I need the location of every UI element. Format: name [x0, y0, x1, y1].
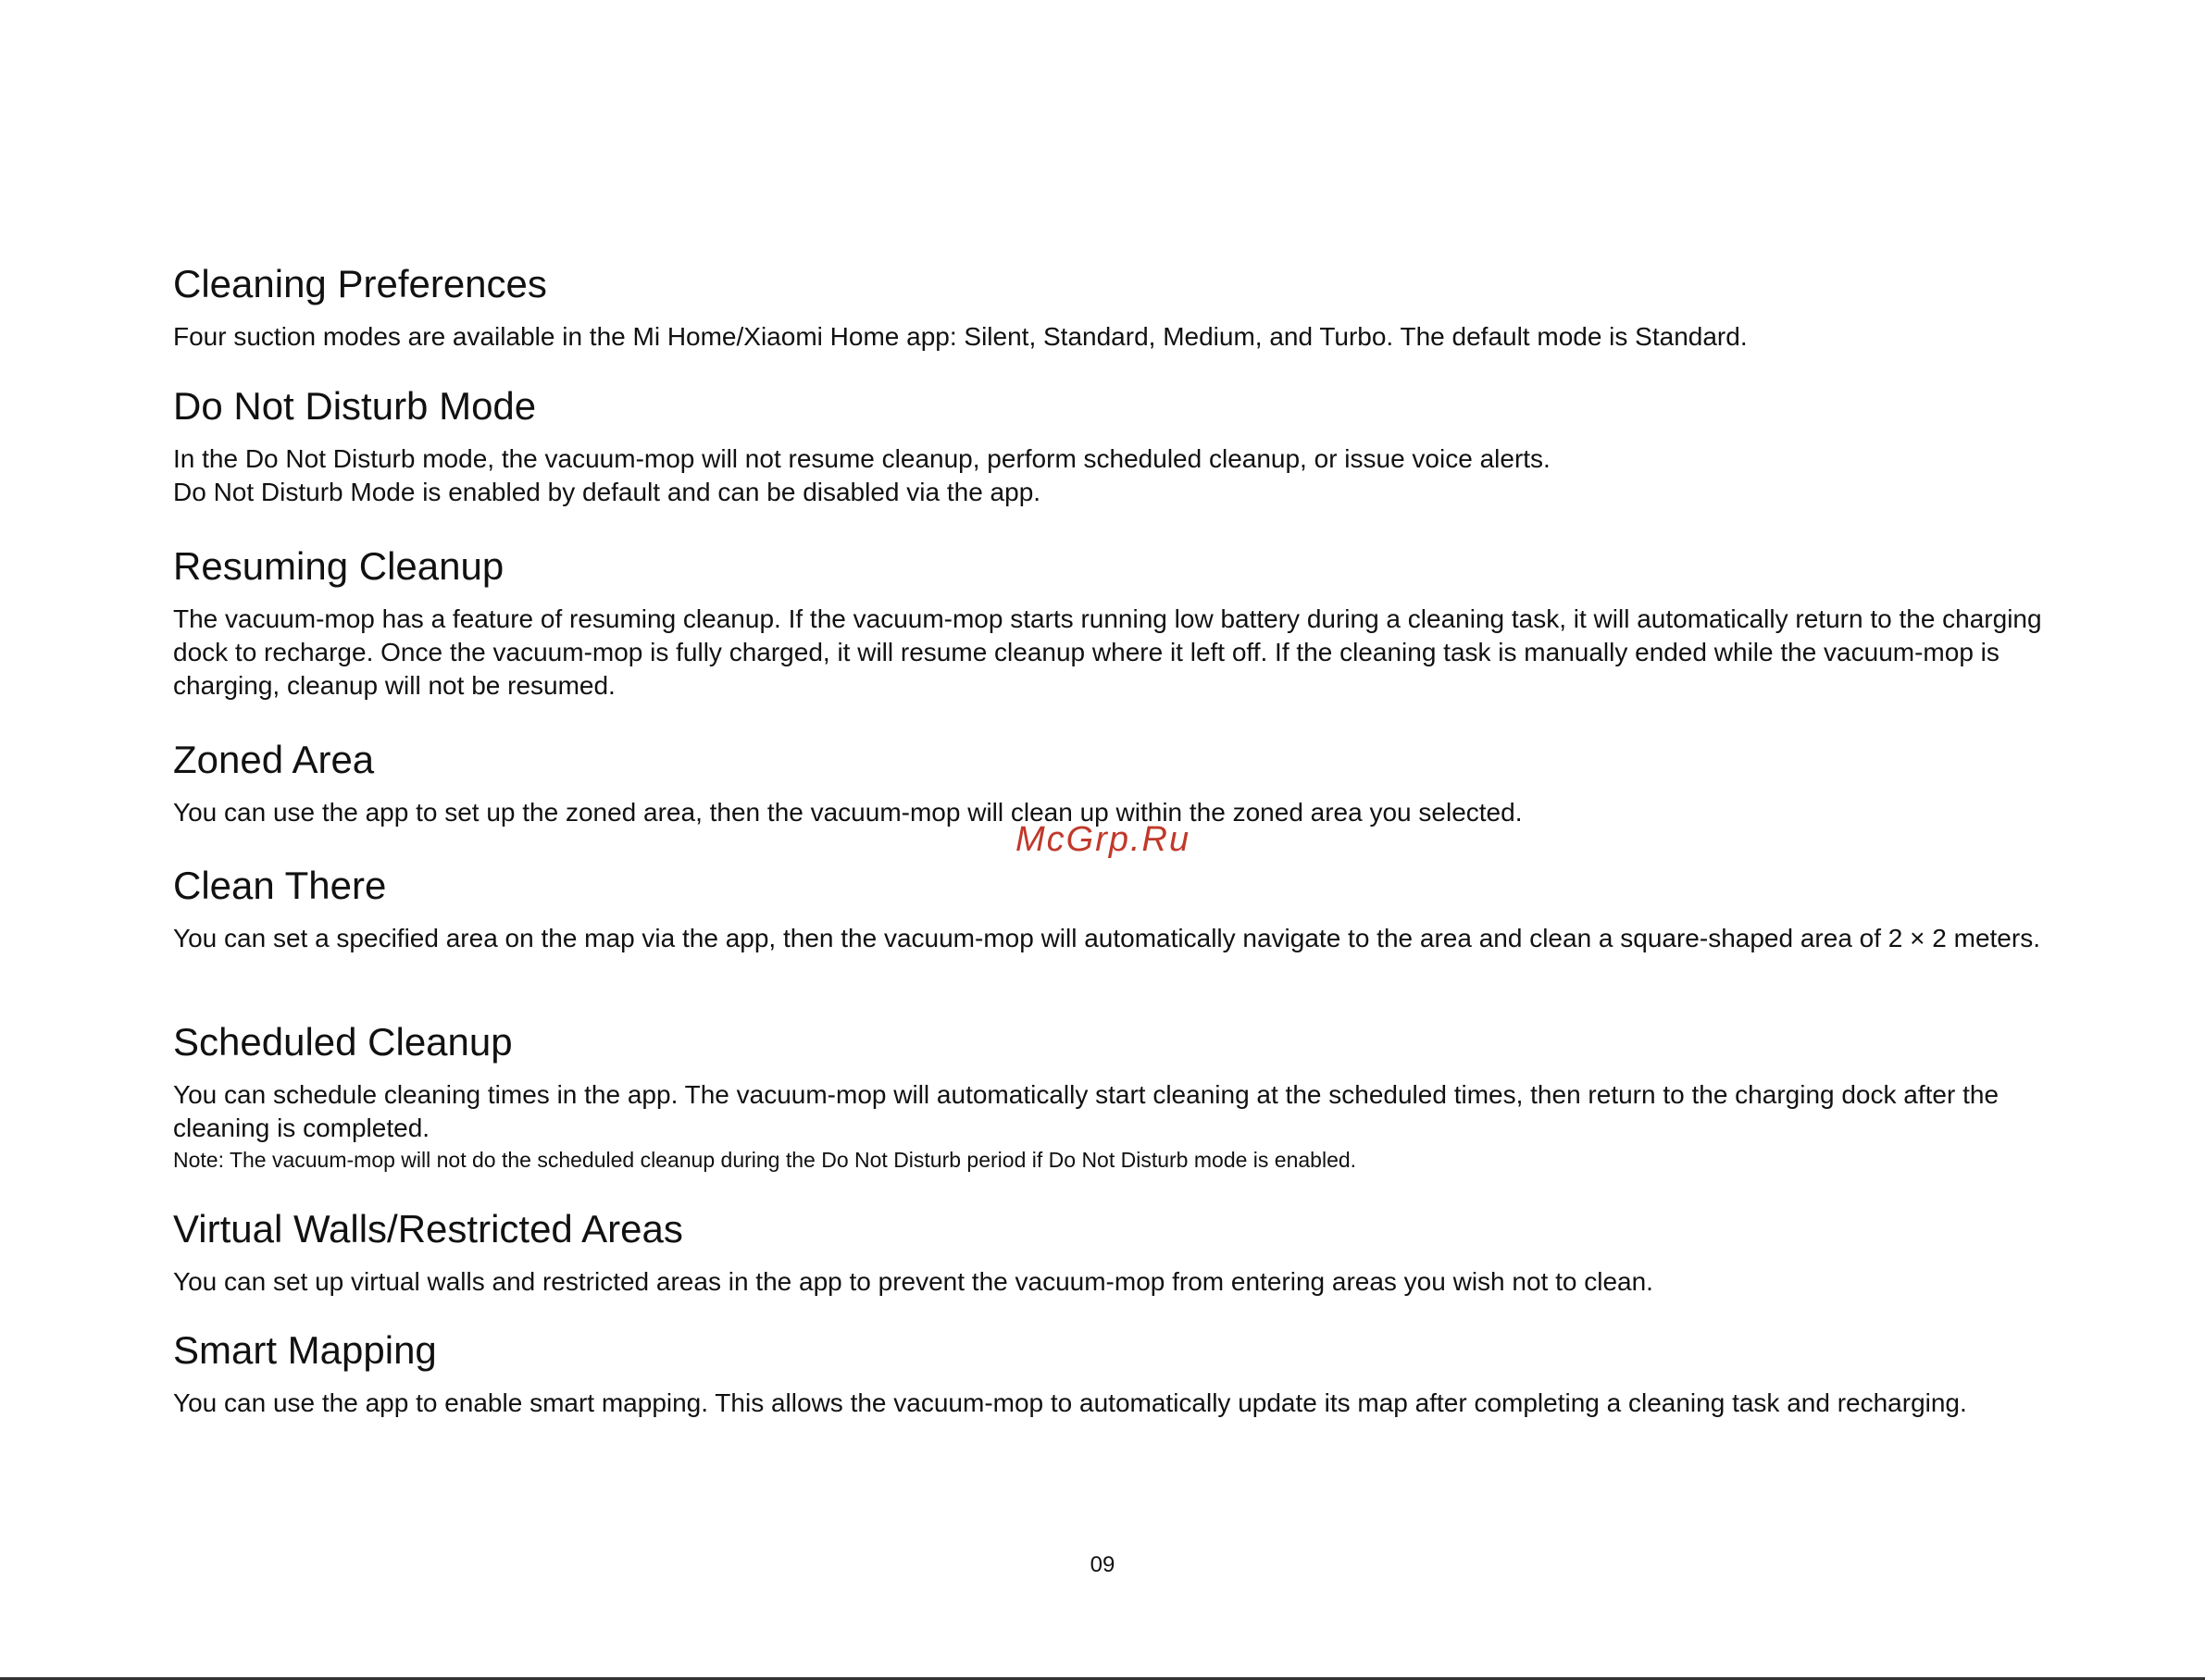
section-heading: Zoned Area — [173, 738, 375, 781]
section-paragraph: You can set a specified area on the map via the app, then the vacuum-mop will automatically navigate to the area and clean a square-shaped area of 2 × 2 meters. — [173, 924, 2040, 952]
section-heading: Cleaning Preferences — [173, 262, 547, 305]
section-paragraph: In the Do Not Disturb mode, the vacuum-mop will not resume cleanup, perform scheduled cleanup, or issue voice alerts. — [173, 444, 1551, 473]
section-heading: Scheduled Cleanup — [173, 1020, 513, 1064]
section-smart-mapping — [173, 1327, 2043, 1420]
section-paragraph: You can use the app to enable smart mapping. This allows the vacuum-mop to automatically update its map after completing a cleaning task and recharging. — [173, 1388, 1967, 1417]
section-paragraph: The vacuum-mop has a feature of resuming cleanup. If the vacuum-mop starts running low battery during a cleaning task, it will automatically return to the charging dock to recharge. Once the vacuum-mop is fully charged, it will resume cleanup where it left off. If the cleaning task is manually ended while the vacuum-mop is charging, cleanup will not be resumed. — [173, 604, 2042, 700]
section-paragraph: Four suction modes are available in the Mi Home/Xiaomi Home app: Silent, Standard, Medium, and Turbo. The default mode is Standard. — [173, 322, 1748, 351]
section-resuming-cleanup — [173, 543, 2043, 703]
section-zoned-area — [173, 737, 2043, 829]
section-heading: Do Not Disturb Mode — [173, 384, 537, 428]
section-clean-there — [173, 863, 2043, 955]
section-paragraph: You can schedule cleaning times in the app. The vacuum-mop will automatically start cleaning at the scheduled times, then return to the charging dock after the cleaning is completed. — [173, 1080, 1999, 1142]
section-note: Note: The vacuum-mop will not do the scheduled cleanup during the Do Not Disturb period if Do Not Disturb mode is enabled. — [173, 1148, 1357, 1172]
section-heading: Clean There — [173, 864, 387, 907]
watermark-text: McGrp.Ru — [1015, 820, 1191, 859]
section-paragraph: You can use the app to set up the zoned area, then the vacuum-mop will clean up within the zoned area you selected. — [173, 798, 1523, 827]
section-paragraph: You can set up virtual walls and restricted areas in the app to prevent the vacuum-mop from entering areas you wish not to clean. — [173, 1267, 1653, 1296]
section-heading: Smart Mapping — [173, 1328, 437, 1372]
section-do-not-disturb-mode — [173, 383, 2043, 509]
page-number: 09 — [1090, 1552, 1115, 1577]
section-heading: Resuming Cleanup — [173, 544, 505, 588]
section-heading: Virtual Walls/Restricted Areas — [173, 1207, 683, 1251]
section-virtual-walls-restricted-areas — [173, 1206, 2043, 1299]
section-paragraph: Do Not Disturb Mode is enabled by default and can be disabled via the app. — [173, 478, 1041, 506]
section-scheduled-cleanup — [173, 1019, 2043, 1175]
section-cleaning-preferences — [173, 261, 2043, 354]
